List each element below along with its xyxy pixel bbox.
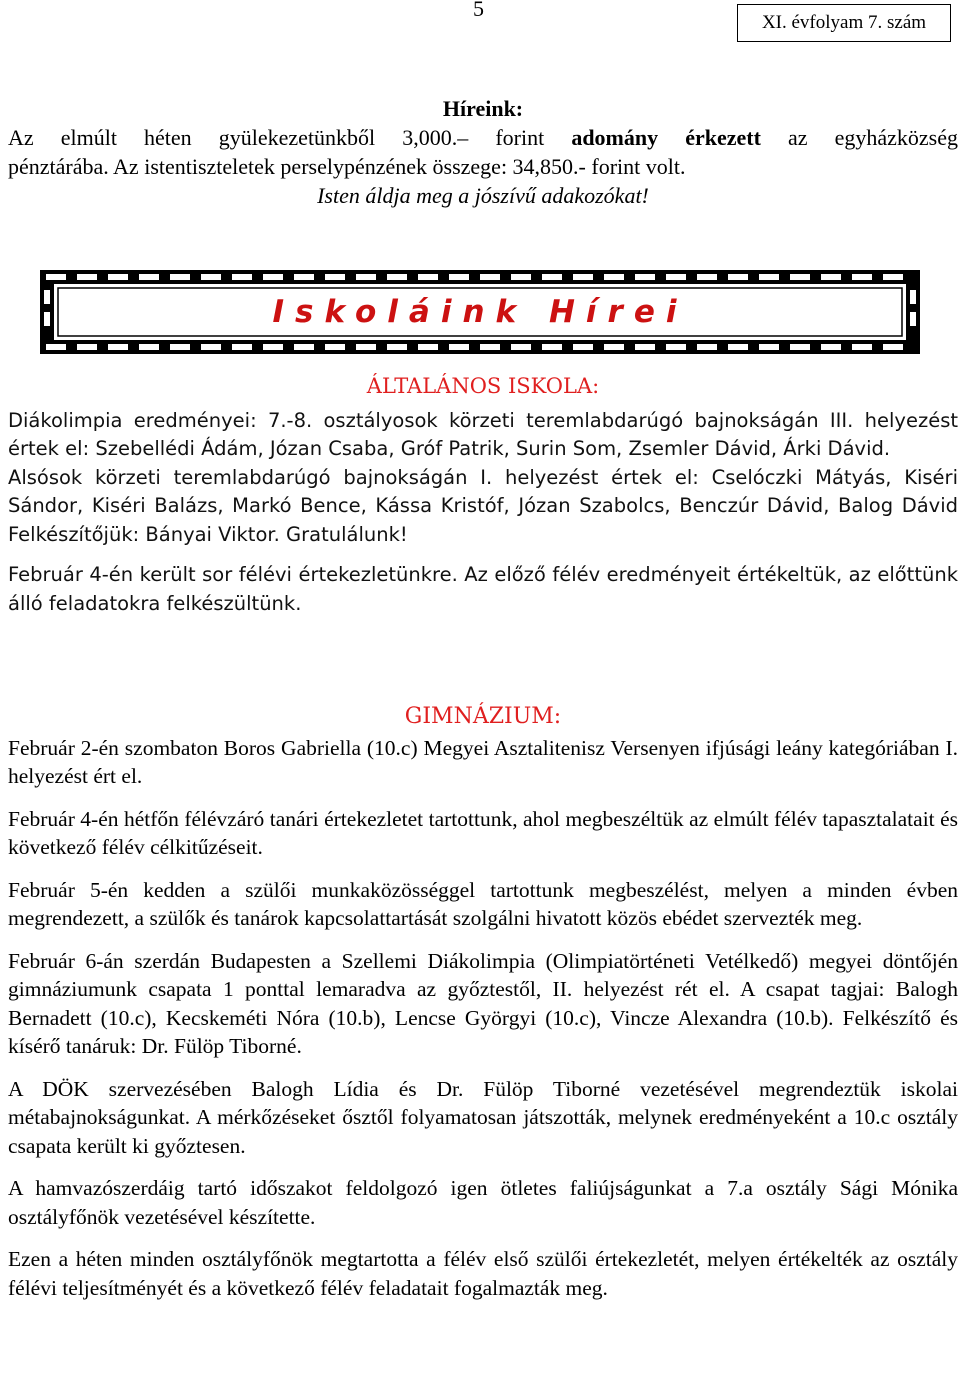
schools-news-banner — [40, 270, 920, 354]
issue-label: XI. évfolyam 7. szám — [737, 4, 951, 42]
elementary-paragraph: Február 4-én került sor félévi értekezletünkre. Az előző félév eredményeit értékeltük, az előttünk álló feladatokra felkészültünk. — [8, 563, 958, 615]
news-emphasis: adomány érkezett — [571, 125, 761, 150]
gymnasium-paragraph: Február 4-én hétfőn félévzáró tanári értekezletet tartottunk, ahol megbeszéltük az elmúlt félév tapasztalatait és következő félév célkitűzéseit. — [8, 806, 958, 859]
gymnasium-heading: GIMNÁZIUM: — [404, 704, 562, 729]
gymnasium-paragraph: A hamvazószerdáig tartó időszakot feldolgozó igen ötletes faliújságunkat a 7.a osztály Sági Mónika osztályfőnök vezetésével készítette. — [8, 1176, 958, 1229]
news-title: Híreink: — [442, 96, 524, 121]
elementary-school-section — [8, 372, 958, 630]
news-donation-line — [8, 123, 958, 152]
news-blessing: Isten áldja meg a jószívű adakozókat! — [317, 183, 649, 208]
elementary-heading: ÁLTALÁNOS ISKOLA: — [366, 374, 600, 398]
gymnasium-paragraph: A DÖK szervezésében Balogh Lídia és Dr. Fülöp Tiborné vezetésével megrendeztük iskolai métabajnokságunkat. A mérkőzéseket ősztől folyamatosan játszották, melynek eredményeként a 10.c osztály csapata került ki győztesen. — [8, 1076, 958, 1158]
banner-title: Iskoláink Hírei — [272, 294, 688, 330]
gymnasium-paragraph: Február 6-án szerdán Budapesten a Szellemi Diákolimpia (Olimpiatörténeti Vetélkedő) megyei döntőjén gimnáziumunk csapata 1 ponttal lemaradva az győztestől, II. helyezést rét el. A csapat tagjai: Balogh Bernadett (10.c), Kecskeméti Nóra (10.b), Lencse Györgyi (10.c), Vincze Alexandra (10.b). Felkészítő és kísérő tanáruk: Dr. Fülöp Tiborné. — [8, 948, 958, 1058]
news-text: Az elmúlt héten gyülekezetünkből 3,000.– forint — [8, 125, 572, 150]
gymnasium-paragraph: Ezen a héten minden osztályfőnök megtartotta a félév első szülői értekezletét, melyen értékelték az osztály félévi teljesítményét és a következő félév feladatait fogalmazták meg. — [8, 1247, 958, 1300]
gymnasium-section — [8, 703, 958, 1316]
news-text: az egyházközség — [760, 125, 959, 150]
elementary-paragraph: Alsósok körzeti teremlabdarúgó bajnokságán I. helyezést értek el: Cselóczki Mátyás, Kiséri Sándor, Kiséri Balázs, Markó Bence, Kássa Kristóf, Józan Szabolcs, Benczúr Dávid, Balog Dávid Felkészítőjük: Bányai Viktor. Gratulálunk! — [8, 465, 958, 546]
gymnasium-paragraph: Február 2-én szombaton Boros Gabriella (10.c) Megyei Asztalitenisz Versenyen ifjúsági leány kategóriában I. helyezést ért el. — [8, 735, 958, 788]
page-number: 5 — [473, 0, 484, 21]
news-collection-line: pénztárába. Az istentiszteletek perselypénzének összege: 34,850.- forint volt. — [8, 154, 686, 179]
gymnasium-paragraph: Február 5-én kedden a szülői munkaközösséggel tartottunk megbeszélést, melyen a minden évben megrendezett, a szülők és tanárok kapcsolattartását szolgálni hivatott közös ebédet szervezték meg. — [8, 877, 958, 930]
news-section — [8, 94, 958, 210]
elementary-paragraph: Diákolimpia eredményei: 7.-8. osztályosok körzeti teremlabdarúgó bajnokságán III. helyezést értek el: Szebellédi Ádám, Józan Csaba, Gróf Patrik, Surin Som, Zsemler Dávid, Árki Dávid. — [8, 408, 958, 460]
